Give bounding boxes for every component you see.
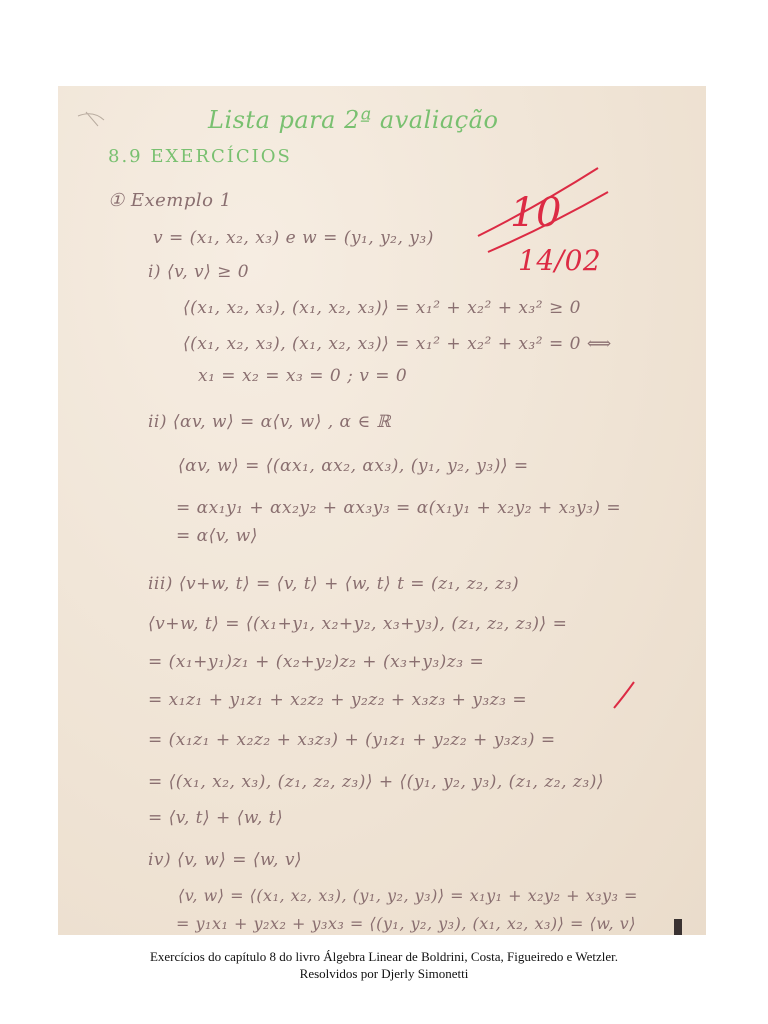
proof-line: = αx₁y₁ + αx₂y₂ + αx₃y₃ = α(x₁y₁ + x₂y₂ + x₃y₃) = xyxy=(176,498,622,518)
proof-line: ⟨(x₁, x₂, x₃), (x₁, x₂, x₃)⟩ = x₁² + x₂² + x₃² = 0 ⟺ xyxy=(183,334,612,354)
proof-line: = (x₁+y₁)z₁ + (x₂+y₂)z₂ + (x₃+y₃)z₃ = xyxy=(148,652,485,672)
proof-line: ⟨v+w, t⟩ = ⟨(x₁+y₁, x₂+y₂, x₃+y₃), (z₁, z₂, z₃)⟩ = xyxy=(148,614,568,634)
proof-line: = x₁z₁ + y₁z₁ + x₂z₂ + y₂z₂ + x₃z₃ + y₃z₃ = xyxy=(148,690,528,710)
scanned-page xyxy=(58,86,706,935)
property-ii: ii) ⟨αv, w⟩ = α⟨v, w⟩ , α ∈ ℝ xyxy=(148,412,392,432)
scan-edge-mark xyxy=(674,919,682,935)
proof-line: = ⟨(x₁, x₂, x₃), (z₁, z₂, z₃)⟩ + ⟨(y₁, y₂, y₃), (z₁, z₂, z₃)⟩ xyxy=(148,772,604,792)
property-iv: iv) ⟨v, w⟩ = ⟨w, v⟩ xyxy=(148,850,303,870)
grade-value: 10 xyxy=(510,190,562,236)
proof-line: x₁ = x₂ = x₃ = 0 ; v = 0 xyxy=(198,366,408,386)
grade-date: 14/02 xyxy=(518,244,602,277)
property-iii: iii) ⟨v+w, t⟩ = ⟨v, t⟩ + ⟨w, t⟩ t = (z₁, z₂, z₃) xyxy=(148,574,520,594)
proof-line: = α⟨v, w⟩ xyxy=(176,526,258,546)
exercise-label: ① Exemplo 1 xyxy=(108,190,232,211)
proof-line: = (x₁z₁ + x₂z₂ + x₃z₃) + (y₁z₁ + y₂z₂ + y₃z₃) = xyxy=(148,730,556,750)
proof-line: ⟨v, w⟩ = ⟨(x₁, x₂, x₃), (y₁, y₂, y₃)⟩ = x₁y₁ + x₂y₂ + x₃y₃ = xyxy=(178,886,638,905)
proof-line: = ⟨v, t⟩ + ⟨w, t⟩ xyxy=(148,808,284,828)
proof-line: ⟨αv, w⟩ = ⟨(αx₁, αx₂, αx₃), (y₁, y₂, y₃)⟩ = xyxy=(178,456,529,476)
torn-corner-mark xyxy=(78,112,104,126)
proof-line: = y₁x₁ + y₂x₂ + y₃x₃ = ⟨(y₁, y₂, y₃), (x₁, x₂, x₃)⟩ = ⟨w, v⟩ xyxy=(176,914,636,933)
page-title: Lista para 2ª avaliação xyxy=(208,106,499,134)
proof-line: ⟨(x₁, x₂, x₃), (x₁, x₂, x₃)⟩ = x₁² + x₂² + x₃² ≥ 0 xyxy=(183,298,581,318)
caption-line-2: Resolvidos por Djerly Simonetti xyxy=(299,966,469,981)
section-heading: 8.9 EXERCÍCIOS xyxy=(108,146,292,167)
check-mark xyxy=(614,682,634,708)
caption-line-1: Exercícios do capítulo 8 do livro Álgebra Linear de Boldrini, Costa, Figueiredo e Wetzler. xyxy=(149,949,619,964)
vector-definitions: v = (x₁, x₂, x₃) e w = (y₁, y₂, y₃) xyxy=(153,228,434,248)
property-i: i) ⟨v, v⟩ ≥ 0 xyxy=(148,262,250,282)
